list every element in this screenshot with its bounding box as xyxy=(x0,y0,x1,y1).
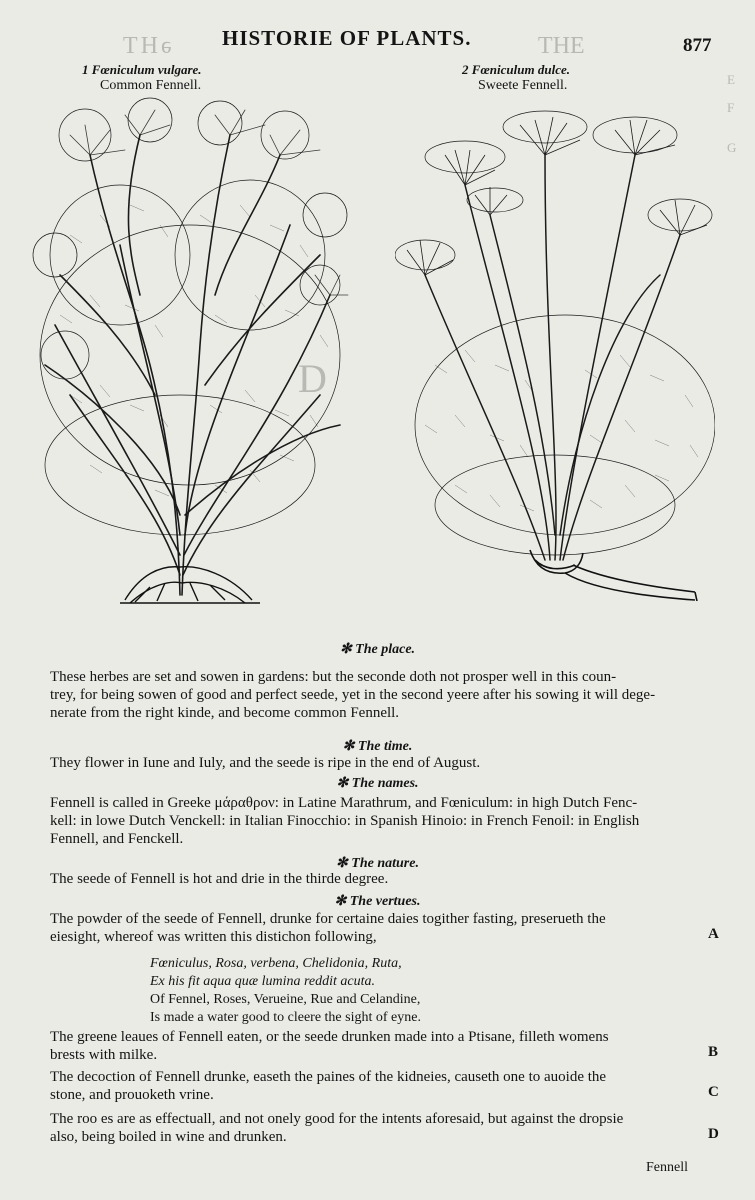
text-line: eiesight, whereof was written this distichon following, xyxy=(50,929,377,945)
catchword: Fennell xyxy=(646,1160,688,1175)
distichon-verse xyxy=(150,955,630,1027)
sweet-fennel-woodcut xyxy=(395,95,715,605)
time-paragraph xyxy=(50,754,710,772)
figure-2-number: 2 xyxy=(462,62,469,77)
nature-paragraph xyxy=(50,870,710,888)
text-line: The roo es are as effectuall, and not onely good for the intents aforesaid, but against the dropsie xyxy=(50,1111,624,1127)
figure-1-common-name: Common Fennell. xyxy=(100,78,202,93)
text-line: They flower in Iune and Iuly, and the seede is ripe in the end of August. xyxy=(50,755,481,771)
bleed-through-mark: E xyxy=(727,72,735,87)
text-line: The greene leaues of Fennell eaten, or the seede drunken made into a Ptisane, filleth womens xyxy=(50,1029,609,1045)
running-header: HISTORIE OF PLANTS. xyxy=(222,26,472,50)
text-line: kell: in lowe Dutch Venckell: in Italian Finocchio: in Spanish Hinoio: in French Fenoil: in English xyxy=(50,813,640,829)
page-number: 877 xyxy=(683,35,712,56)
vertue-paragraph-b xyxy=(50,1028,710,1064)
common-fennel-woodcut xyxy=(30,95,350,610)
text-line: The seede of Fennell is hot and drie in the thirde degree. xyxy=(50,871,389,887)
margin-letter-d: D xyxy=(708,1126,719,1142)
bleed-through-mark: ƎHT xyxy=(538,33,585,59)
heading-vertues: ✻ The vertues. xyxy=(334,894,421,909)
verse-line-latin-2: Ex his fit aqua quæ lumina reddit acuta. xyxy=(150,974,376,989)
figure-1-number: 1 xyxy=(82,62,89,77)
bleed-through-mark: G xyxy=(727,140,737,155)
vertue-paragraph-d xyxy=(50,1110,710,1146)
margin-letter-b: B xyxy=(708,1044,719,1060)
text-line: These herbes are set and sowen in gardens: but the seconde doth not prosper well in this coun- xyxy=(50,669,617,685)
verse-line-latin-1: Fœniculus, Rosa, verbena, Chelidonia, Ruta, xyxy=(150,956,402,971)
text-line: brests with milke. xyxy=(50,1047,158,1063)
place-paragraph xyxy=(50,668,710,722)
margin-letter-c: C xyxy=(708,1084,719,1100)
text-line: Fennell is called in Greeke μάραθρον: in Latine Marathrum, and Fœniculum: in high Dutch Fenc- xyxy=(50,795,638,811)
figure-1-latin-name xyxy=(82,62,202,78)
bleed-through-mark: ǝHT xyxy=(120,33,172,59)
text-line: The powder of the seede of Fennell, drunke for certaine daies togither fasting, preserueth the xyxy=(50,911,606,927)
heading-time-label: The time. xyxy=(357,739,413,754)
vertue-paragraph-a xyxy=(50,910,710,946)
figure-1-latin-label: Fœniculum vulgare. xyxy=(91,62,202,77)
text-line: stone, and prouoketh vrine. xyxy=(50,1087,214,1103)
heading-place-label: The place. xyxy=(355,642,416,657)
names-paragraph xyxy=(50,794,710,848)
verse-line-english-1: Of Fennel, Roses, Verueine, Rue and Celandine, xyxy=(150,992,421,1007)
heading-place: ✻ The place. xyxy=(339,642,416,657)
bleed-through-mark: F xyxy=(727,100,735,115)
text-line: The decoction of Fennell drunke, easeth the paines of the kidneies, causeth one to auoide the xyxy=(50,1069,607,1085)
vertue-paragraph-c xyxy=(50,1068,710,1104)
verse-line-english-2: Is made a water good to cleere the sight of eyne. xyxy=(150,1010,421,1025)
bleed-through-mark: D xyxy=(298,356,327,401)
text-line: trey, for being sowen of good and perfect seede, yet in the second yeere after his sowing it will dege- xyxy=(50,687,656,703)
figure-2-latin-label: Fœniculum dulce. xyxy=(471,62,570,77)
figure-2-latin-name xyxy=(462,62,570,78)
heading-names-label: The names. xyxy=(351,776,419,791)
heading-time: ✻ The time. xyxy=(342,739,413,754)
heading-vertues-label: The vertues. xyxy=(349,894,421,909)
figure-2-common-name: Sweete Fennell. xyxy=(478,78,568,93)
heading-nature: ✻ The nature. xyxy=(336,856,419,871)
text-line: nerate from the right kinde, and become common Fennell. xyxy=(50,705,400,721)
heading-names: ✻ The names. xyxy=(336,776,419,791)
text-line: Fennell, and Fenckell. xyxy=(50,831,184,847)
heading-nature-label: The nature. xyxy=(351,856,419,871)
text-line: also, being boiled in wine and drunken. xyxy=(50,1129,287,1145)
margin-letter-a: A xyxy=(708,926,719,942)
